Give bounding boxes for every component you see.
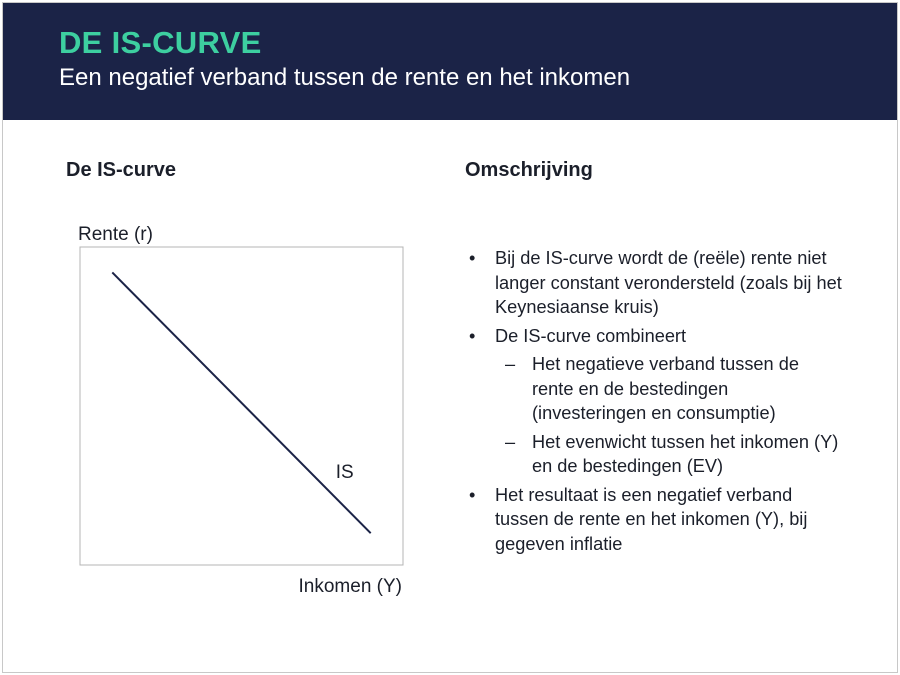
bullet-item: • Bij de IS-curve wordt de (reële) rente niet langer constant verondersteld (zoals bij het Keynesiaanse kruis) — [465, 246, 845, 320]
bullet-item: • De IS-curve combineert — [465, 324, 845, 349]
series-layer — [112, 272, 370, 533]
sub-bullet-item: – Het evenwicht tussen het inkomen (Y) en de bestedingen (EV) — [465, 430, 845, 479]
y-axis-label: Rente (r) — [78, 224, 153, 245]
description-list — [465, 246, 845, 560]
slide-subtitle: Een negatief verband tussen de rente en het inkomen — [59, 64, 631, 91]
bullet-item: • Het resultaat is een negatief verband tussen de rente en het inkomen (Y), bij gegeven inflatie — [465, 483, 845, 557]
chart-heading: De IS-curve — [66, 159, 177, 181]
series-label: IS — [335, 462, 354, 484]
description-heading: Omschrijving — [465, 159, 593, 181]
slide-title: DE IS-CURVE — [59, 25, 262, 60]
x-axis-label: Inkomen (Y) — [298, 576, 402, 597]
sub-bullet-item: – Het negatieve verband tussen de rente en de bestedingen (investeringen en consumptie) — [465, 352, 845, 426]
is-curve-line — [112, 272, 370, 533]
